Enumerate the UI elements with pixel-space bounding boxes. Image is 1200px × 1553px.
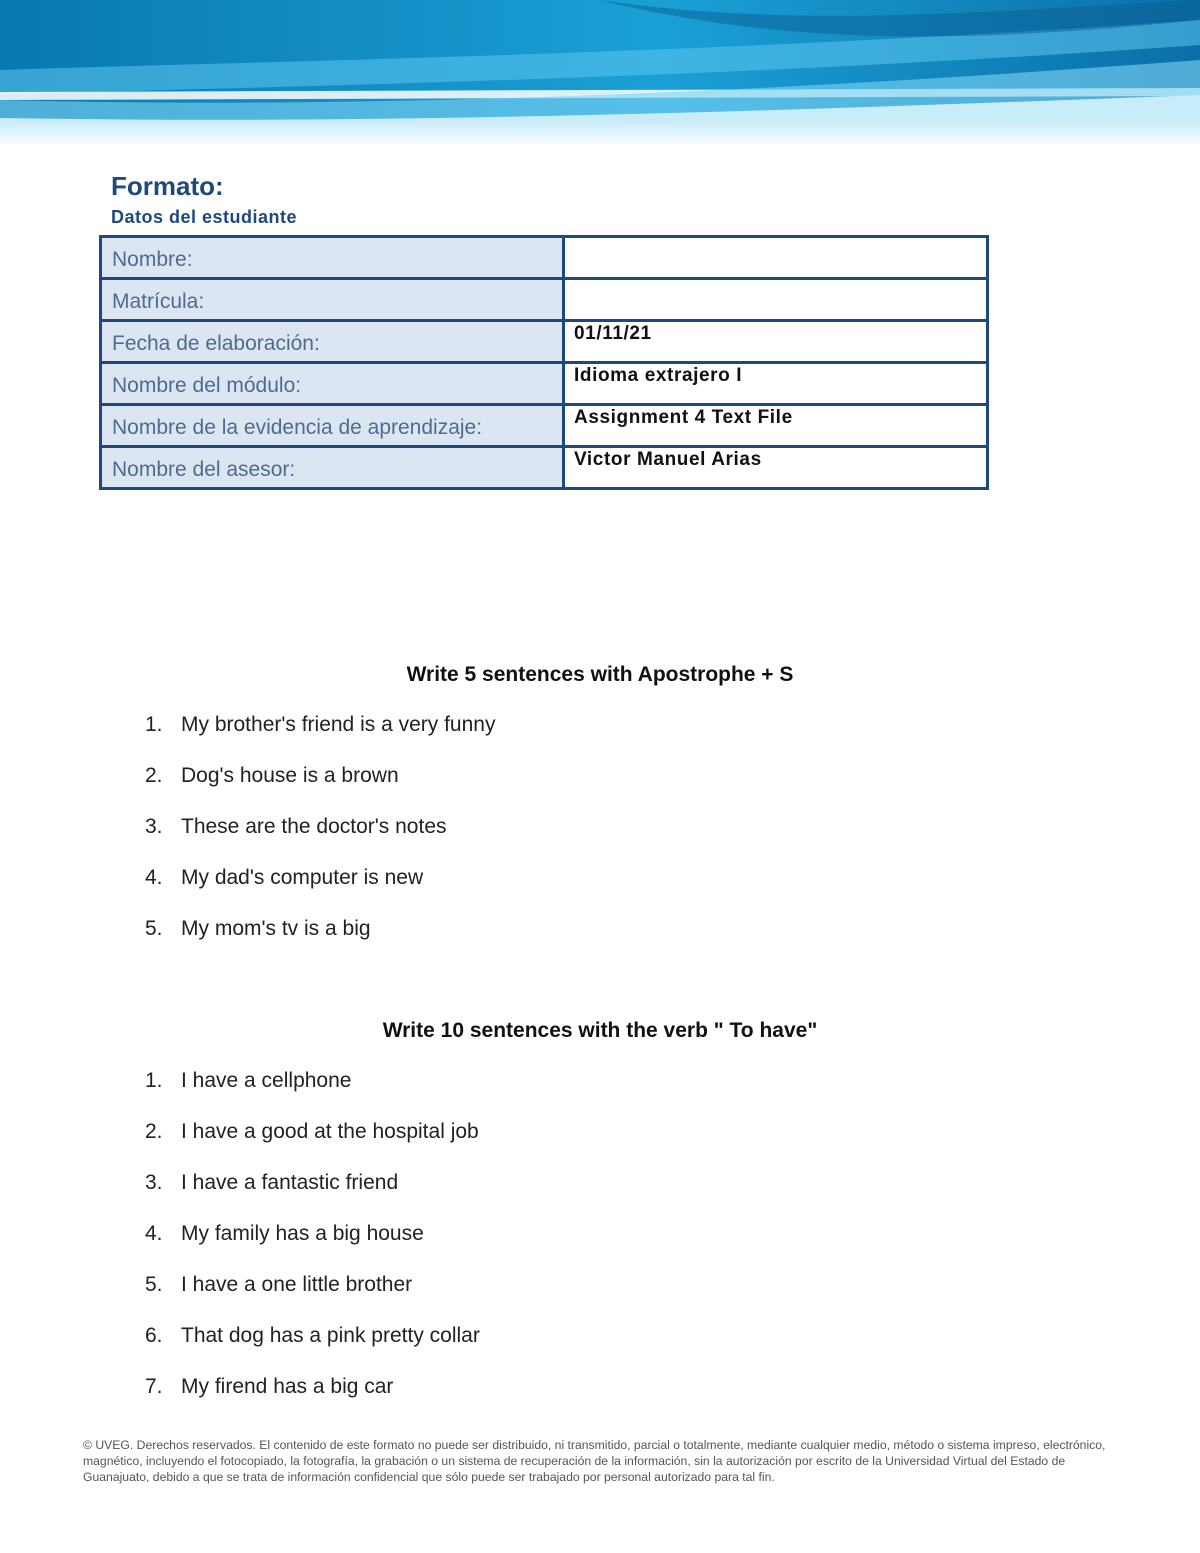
list-item — [145, 713, 495, 764]
apostrophe-sentence-list — [145, 713, 495, 968]
item-text: My brother's friend is a very funny — [181, 713, 496, 736]
list-item — [145, 917, 495, 968]
item-number: 2. — [145, 764, 163, 787]
list-item — [145, 1324, 480, 1375]
table-row — [101, 279, 988, 321]
table-row — [101, 405, 988, 447]
list-item — [145, 1222, 480, 1273]
item-text: My family has a big house — [181, 1222, 424, 1245]
item-number: 5. — [145, 917, 163, 940]
header-banner — [0, 0, 1200, 145]
name-label: Nombre: — [101, 237, 564, 279]
item-number: 3. — [145, 815, 163, 838]
list-item — [145, 764, 495, 815]
student-data-subheading: Datos del estudiante — [111, 207, 298, 227]
item-text: I have a cellphone — [181, 1069, 352, 1092]
item-number: 2. — [145, 1120, 163, 1143]
list-item — [145, 1171, 480, 1222]
item-text: I have a fantastic friend — [181, 1171, 399, 1194]
table-row — [101, 321, 988, 363]
enrollment-value — [564, 279, 988, 321]
module-value: Idioma extrajero I — [564, 363, 988, 405]
to-have-section-title: Write 10 sentences with the verb " To have" — [382, 1019, 818, 1042]
format-heading: Formato: — [111, 171, 224, 201]
apostrophe-section-title: Write 5 sentences with Apostrophe + S — [406, 663, 794, 686]
item-number: 1. — [145, 1069, 163, 1092]
banner-graphic — [0, 0, 1200, 145]
list-item — [145, 1273, 480, 1324]
item-number: 5. — [145, 1273, 163, 1296]
advisor-label: Nombre del asesor: — [101, 447, 564, 489]
list-item — [145, 815, 495, 866]
item-number: 6. — [145, 1324, 163, 1347]
name-value — [564, 237, 988, 279]
list-item — [145, 1120, 480, 1171]
enrollment-label: Matrícula: — [101, 279, 564, 321]
item-text: My firend has a big car — [181, 1375, 394, 1398]
copyright-footer: © UVEG. Derechos reservados. El contenido de este formato no puede ser distribuido, ni transmitido, parcial o totalmente, mediante cualquier medio, método o sistema impreso, electrónico, magnético, incluyendo el fotocopiado, la fotografía, la grabación o un sistema de recuperación de la información, sin la autorización por escrito de la Universidad Virtual del Estado de Guanajuato, debido a que se trata de información confidencial que sólo puede ser trabajado por personal autorizado para tal fin. — [83, 1438, 1106, 1484]
item-text: That dog has a pink pretty collar — [181, 1324, 480, 1347]
table-row — [101, 363, 988, 405]
list-item — [145, 1375, 480, 1426]
item-number: 4. — [145, 1222, 163, 1245]
module-label: Nombre del módulo: — [101, 363, 564, 405]
item-text: I have a one little brother — [181, 1273, 413, 1296]
date-value: 01/11/21 — [564, 321, 988, 363]
item-number: 3. — [145, 1171, 163, 1194]
item-number: 7. — [145, 1375, 163, 1398]
advisor-value: Victor Manuel Arias — [564, 447, 988, 489]
evidence-value: Assignment 4 Text File — [564, 405, 988, 447]
date-label: Fecha de elaboración: — [101, 321, 564, 363]
list-item — [145, 1069, 480, 1120]
item-text: These are the doctor's notes — [181, 815, 447, 838]
item-text: Dog's house is a brown — [181, 764, 399, 787]
item-text: My dad's computer is new — [181, 866, 424, 889]
to-have-sentence-list — [145, 1069, 480, 1426]
student-data-table — [99, 235, 989, 490]
table-row — [101, 447, 988, 489]
list-item — [145, 866, 495, 917]
item-number: 1. — [145, 713, 163, 736]
evidence-label: Nombre de la evidencia de aprendizaje: — [101, 405, 564, 447]
table-row — [101, 237, 988, 279]
item-text: My mom's tv is a big — [181, 917, 371, 940]
item-text: I have a good at the hospital job — [181, 1120, 479, 1143]
item-number: 4. — [145, 866, 163, 889]
